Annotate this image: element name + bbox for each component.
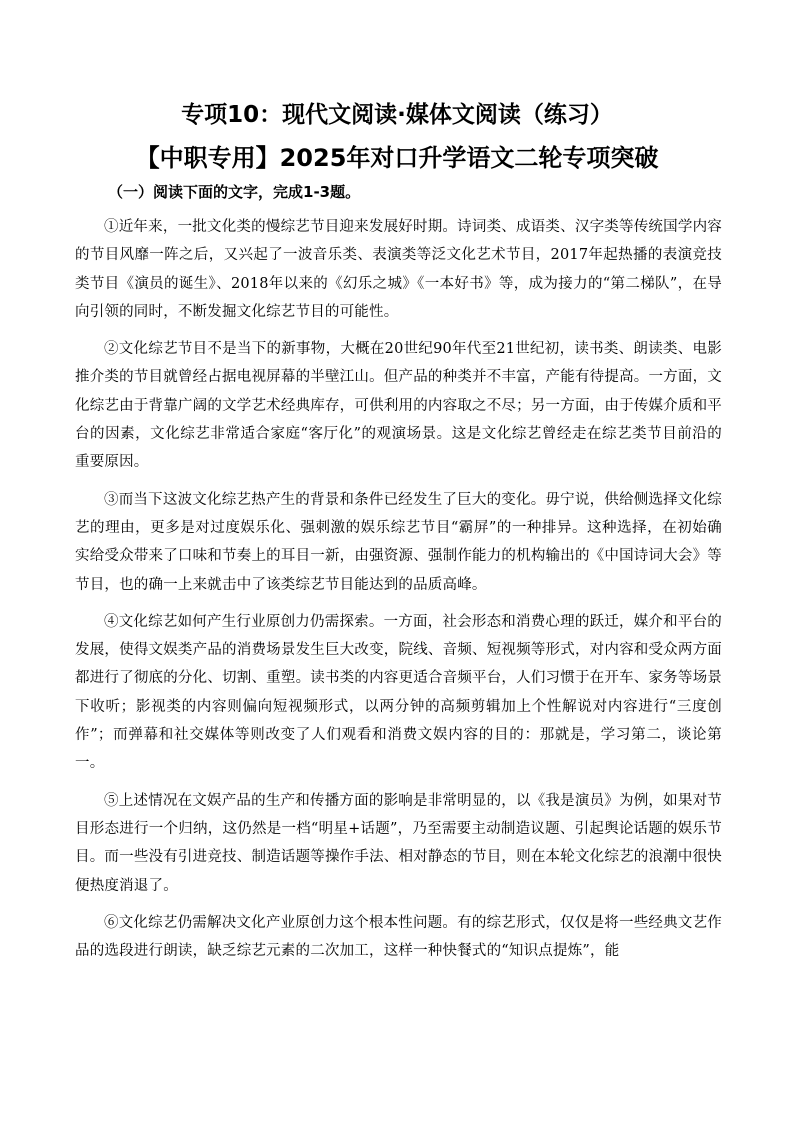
paragraph-1: ①近年来，一批文化类的慢综艺节目迎来发展好时期。诗词类、成语类、汉字类等传统国学内容的节目风靡一阵之后，又兴起了一波音乐类、表演类等泛文化艺术节目，2017年起热播的表演竞技类节目《演员的诞生》、2018年以来的《幻乐之城》《一本好书》等，成为接力的“第二梯队”，在导向引领的同时，不断发掘文化综艺节目的可能性。 <box>75 219 722 320</box>
question-instruction: （一）阅读下面的文字，完成1-3题。 <box>108 183 361 201</box>
paragraph-6: ⑥文化综艺仍需解决文化产业原创力这个根本性问题。有的综艺形式，仅仅是将一些经典文艺作品的选段进行朗读，缺乏综艺元素的二次加工，这样一种快餐式的“知识点提炼”，能 <box>75 914 722 960</box>
reading-passage <box>75 213 722 974</box>
paragraph-5: ⑤上述情况在文娱产品的生产和传播方面的影响是非常明显的，以《我是演员》为例，如果对节目形态进行一个归纳，这仍然是一档“明星+话题”，乃至需要主动制造议题、引起舆论话题的娱乐节目。而一些没有引进竞技、制造话题等操作手法、相对静态的节目，则在本轮文化综艺的浪潮中很快便热度消退了。 <box>75 792 722 894</box>
paragraph-2: ②文化综艺节目不是当下的新事物，大概在20世纪90年代至21世纪初，读书类、朗读类、电影推介类的节目就曾经占据电视屏幕的半壁江山。但产品的种类并不丰富，产能有待提高。一方面，文化综艺由于背靠广阔的文学艺术经典库存，可供利用的内容取之不尽；另一方面，由于传媒介质和平台的因素，文化综艺非常适合家庭“客厅化”的观演场景。这是文化综艺曾经走在综艺类节目前沿的重要原因。 <box>75 341 722 471</box>
paragraph-4: ④文化综艺如何产生行业原创力仍需探索。一方面，社会形态和消费心理的跃迁，媒介和平台的发展，使得文娱类产品的消费场景发生巨大改变，院线、音频、短视频等形式，对内容和受众两方面都进行了彻底的分化、切割、重塑。读书类的内容更适合音频平台，人们习惯于在开车、家务等场景下收听；影视类的内容则偏向短视频形式，以两分钟的高频剪辑加上个性解说对内容进行“三度创作”；而弹幕和社交媒体等则改变了人们观看和消费文娱内容的目的：那就是，学习第二，谈论第一。 <box>75 613 722 772</box>
document-title: 专项10：现代文阅读·媒体文阅读（练习） <box>181 102 613 128</box>
paragraph-3: ③而当下这波文化综艺热产生的背景和条件已经发生了巨大的变化。毋宁说，供给侧选择文化综艺的理由，更多是对过度娱乐化、强刺激的娱乐综艺节目“霸屏”的一种排异。这种选择，在初始确实给受众带来了口味和节奏上的耳目一新，由强资源、强制作能力的机构输出的《中国诗词大会》等节目，也的确一上来就击中了该类综艺节目能达到的品质高峰。 <box>75 491 722 593</box>
document-subtitle: 【中职专用】2025年对口升学语文二轮专项突破 <box>135 144 659 172</box>
